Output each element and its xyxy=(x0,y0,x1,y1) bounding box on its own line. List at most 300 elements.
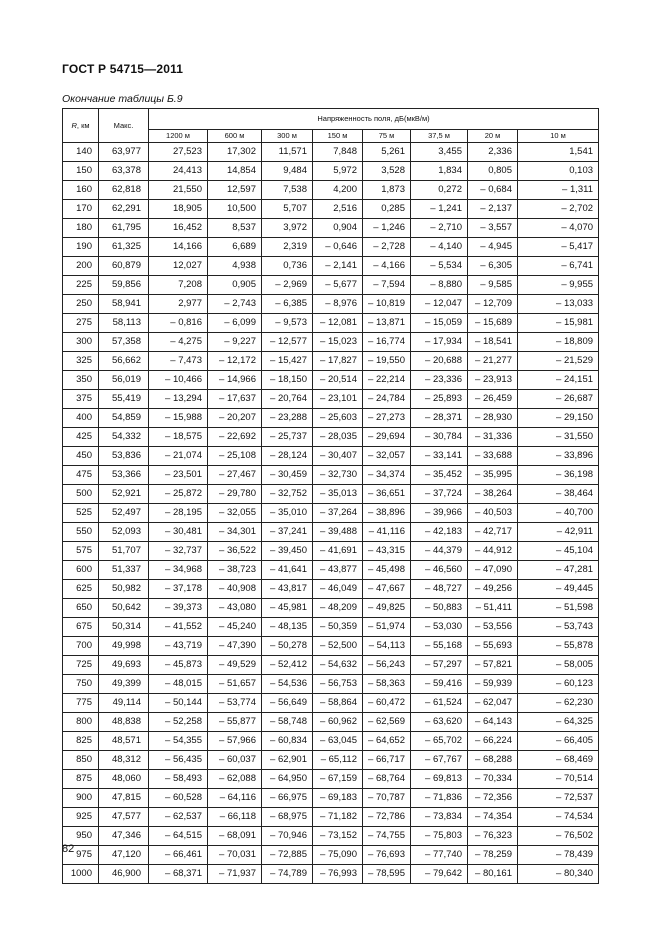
field-strength-cell: – 25,737 xyxy=(262,428,313,447)
max-value-cell: 61,325 xyxy=(99,238,149,257)
field-strength-cell: – 57,821 xyxy=(468,656,518,675)
field-strength-cell: 16,452 xyxy=(149,219,208,238)
field-strength-cell: – 7,473 xyxy=(149,352,208,371)
field-strength-cell: – 20,207 xyxy=(208,409,262,428)
field-strength-cell: – 40,700 xyxy=(518,504,599,523)
field-strength-cell: – 75,803 xyxy=(411,827,468,846)
col-r-unit: , км xyxy=(76,120,90,130)
field-strength-cell: – 51,974 xyxy=(363,618,411,637)
distance-cell: 225 xyxy=(63,276,99,295)
distance-cell: 170 xyxy=(63,200,99,219)
field-strength-cell: – 50,278 xyxy=(262,637,313,656)
field-strength-cell: – 36,522 xyxy=(208,542,262,561)
table-row xyxy=(63,238,599,257)
field-strength-cell: 0,272 xyxy=(411,181,468,200)
table-body xyxy=(63,143,599,884)
col-max-header: Макс. xyxy=(99,109,149,143)
field-strength-cell: – 70,514 xyxy=(518,770,599,789)
field-strength-cell: – 29,780 xyxy=(208,485,262,504)
field-strength-cell: 21,550 xyxy=(149,181,208,200)
field-strength-cell: – 68,288 xyxy=(468,751,518,770)
field-strength-cell: – 38,896 xyxy=(363,504,411,523)
field-strength-cell: 1,834 xyxy=(411,162,468,181)
field-strength-cell: – 48,209 xyxy=(313,599,363,618)
field-strength-cell: – 3,557 xyxy=(468,219,518,238)
table-row xyxy=(63,200,599,219)
field-strength-cell: – 6,099 xyxy=(208,314,262,333)
header-row xyxy=(63,109,599,130)
field-strength-cell: – 57,297 xyxy=(411,656,468,675)
table-row xyxy=(63,827,599,846)
field-strength-cell: – 32,730 xyxy=(313,466,363,485)
field-strength-cell: – 54,355 xyxy=(149,732,208,751)
field-strength-cell: – 2,710 xyxy=(411,219,468,238)
height-column-header: 10 м xyxy=(518,130,599,143)
field-strength-cell: – 66,224 xyxy=(468,732,518,751)
field-strength-cell: – 16,774 xyxy=(363,333,411,352)
field-strength-cell: – 33,141 xyxy=(411,447,468,466)
field-strength-cell: – 51,657 xyxy=(208,675,262,694)
field-strength-cell: – 33,688 xyxy=(468,447,518,466)
field-strength-cell: – 42,183 xyxy=(411,523,468,542)
table-row xyxy=(63,352,599,371)
field-strength-cell: – 28,035 xyxy=(313,428,363,447)
field-strength-cell: – 21,277 xyxy=(468,352,518,371)
field-strength-cell: – 72,786 xyxy=(363,808,411,827)
max-value-cell: 49,114 xyxy=(99,694,149,713)
table-row xyxy=(63,542,599,561)
field-strength-cell: 24,413 xyxy=(149,162,208,181)
max-value-cell: 56,662 xyxy=(99,352,149,371)
field-strength-cell: – 27,273 xyxy=(363,409,411,428)
field-strength-cell: – 2,743 xyxy=(208,295,262,314)
field-strength-cell: – 31,336 xyxy=(468,428,518,447)
field-strength-cell: – 40,908 xyxy=(208,580,262,599)
distance-cell: 300 xyxy=(63,333,99,352)
table-row xyxy=(63,162,599,181)
field-strength-cell: – 2,728 xyxy=(363,238,411,257)
max-value-cell: 54,859 xyxy=(99,409,149,428)
field-strength-cell: – 47,390 xyxy=(208,637,262,656)
field-strength-cell: – 5,534 xyxy=(411,257,468,276)
field-strength-cell: – 66,717 xyxy=(363,751,411,770)
field-strength-cell: – 14,966 xyxy=(208,371,262,390)
field-strength-cell: – 72,356 xyxy=(468,789,518,808)
distance-cell: 975 xyxy=(63,846,99,865)
field-strength-cell: 0,285 xyxy=(363,200,411,219)
page-number: 82 xyxy=(62,843,75,855)
table-row xyxy=(63,675,599,694)
field-strength-cell: – 28,124 xyxy=(262,447,313,466)
max-value-cell: 52,093 xyxy=(99,523,149,542)
table-row xyxy=(63,713,599,732)
max-value-cell: 51,337 xyxy=(99,561,149,580)
field-strength-cell: – 39,373 xyxy=(149,599,208,618)
table-row xyxy=(63,390,599,409)
field-strength-cell: – 50,883 xyxy=(411,599,468,618)
max-value-cell: 61,795 xyxy=(99,219,149,238)
table-row xyxy=(63,637,599,656)
field-strength-cell: 8,537 xyxy=(208,219,262,238)
field-strength-cell: – 42,911 xyxy=(518,523,599,542)
field-strength-cell: – 21,529 xyxy=(518,352,599,371)
distance-cell: 500 xyxy=(63,485,99,504)
field-strength-cell: – 24,784 xyxy=(363,390,411,409)
field-strength-cell: – 49,825 xyxy=(363,599,411,618)
field-strength-cell: – 53,556 xyxy=(468,618,518,637)
max-value-cell: 51,707 xyxy=(99,542,149,561)
field-strength-cell: – 62,088 xyxy=(208,770,262,789)
field-strength-cell: – 34,374 xyxy=(363,466,411,485)
field-strength-cell: 2,516 xyxy=(313,200,363,219)
field-strength-cell: – 78,439 xyxy=(518,846,599,865)
field-strength-cell: – 6,305 xyxy=(468,257,518,276)
field-strength-cell: – 49,529 xyxy=(208,656,262,675)
field-strength-cell: 7,538 xyxy=(262,181,313,200)
distance-cell: 925 xyxy=(63,808,99,827)
distance-cell: 850 xyxy=(63,751,99,770)
field-strength-cell: – 1,241 xyxy=(411,200,468,219)
field-strength-cell: – 30,481 xyxy=(149,523,208,542)
field-strength-cell: 2,319 xyxy=(262,238,313,257)
field-strength-cell: – 33,896 xyxy=(518,447,599,466)
field-strength-cell: – 60,962 xyxy=(313,713,363,732)
field-strength-cell: – 38,264 xyxy=(468,485,518,504)
distance-cell: 700 xyxy=(63,637,99,656)
field-strength-cell: – 71,182 xyxy=(313,808,363,827)
field-strength-cell: – 6,385 xyxy=(262,295,313,314)
distance-cell: 375 xyxy=(63,390,99,409)
field-strength-cell: – 38,464 xyxy=(518,485,599,504)
max-value-cell: 53,366 xyxy=(99,466,149,485)
field-strength-cell: – 45,104 xyxy=(518,542,599,561)
field-strength-cell: – 39,488 xyxy=(313,523,363,542)
field-strength-cell: – 56,243 xyxy=(363,656,411,675)
table-row xyxy=(63,371,599,390)
field-strength-cell: – 54,536 xyxy=(262,675,313,694)
max-value-cell: 48,312 xyxy=(99,751,149,770)
field-strength-cell: – 68,469 xyxy=(518,751,599,770)
field-strength-cell: – 6,741 xyxy=(518,257,599,276)
field-strength-cell: – 60,123 xyxy=(518,675,599,694)
field-strength-cell: – 68,091 xyxy=(208,827,262,846)
distance-cell: 825 xyxy=(63,732,99,751)
field-strength-cell: – 30,407 xyxy=(313,447,363,466)
field-strength-cell: – 41,641 xyxy=(262,561,313,580)
field-strength-cell: – 25,872 xyxy=(149,485,208,504)
field-strength-cell: – 15,988 xyxy=(149,409,208,428)
field-strength-cell: – 19,550 xyxy=(363,352,411,371)
field-strength-cell: – 5,417 xyxy=(518,238,599,257)
field-strength-cell: – 15,689 xyxy=(468,314,518,333)
max-value-cell: 52,921 xyxy=(99,485,149,504)
field-strength-cell: – 43,080 xyxy=(208,599,262,618)
field-strength-cell: – 53,030 xyxy=(411,618,468,637)
field-strength-cell: 9,484 xyxy=(262,162,313,181)
max-value-cell: 58,113 xyxy=(99,314,149,333)
field-strength-cell: – 43,719 xyxy=(149,637,208,656)
field-strength-cell: – 76,693 xyxy=(363,846,411,865)
field-strength-cell: 12,027 xyxy=(149,257,208,276)
field-strength-cell: – 8,976 xyxy=(313,295,363,314)
document-code: ГОСТ Р 54715—2011 xyxy=(62,62,184,76)
field-strength-cell: – 68,371 xyxy=(149,865,208,884)
field-strength-cell: – 18,809 xyxy=(518,333,599,352)
distance-cell: 800 xyxy=(63,713,99,732)
height-column-header: 75 м xyxy=(363,130,411,143)
field-strength-cell: – 23,288 xyxy=(262,409,313,428)
table-row xyxy=(63,732,599,751)
table-row xyxy=(63,333,599,352)
field-strength-cell: – 9,573 xyxy=(262,314,313,333)
field-strength-cell: – 1,246 xyxy=(363,219,411,238)
field-strength-cell: – 8,880 xyxy=(411,276,468,295)
field-strength-cell: – 13,294 xyxy=(149,390,208,409)
field-strength-cell: – 73,834 xyxy=(411,808,468,827)
field-strength-cell: – 53,774 xyxy=(208,694,262,713)
max-value-cell: 55,419 xyxy=(99,390,149,409)
distance-cell: 525 xyxy=(63,504,99,523)
distance-cell: 875 xyxy=(63,770,99,789)
field-strength-cell: – 71,937 xyxy=(208,865,262,884)
field-strength-cell: – 20,514 xyxy=(313,371,363,390)
field-strength-cell: – 80,340 xyxy=(518,865,599,884)
field-strength-cell: 0,805 xyxy=(468,162,518,181)
field-strength-cell: – 64,950 xyxy=(262,770,313,789)
max-value-cell: 57,358 xyxy=(99,333,149,352)
field-strength-cell: – 67,767 xyxy=(411,751,468,770)
field-strength-cell: – 22,214 xyxy=(363,371,411,390)
distance-cell: 275 xyxy=(63,314,99,333)
field-strength-cell: – 35,013 xyxy=(313,485,363,504)
table-row xyxy=(63,485,599,504)
max-value-cell: 59,856 xyxy=(99,276,149,295)
field-strength-cell: – 32,752 xyxy=(262,485,313,504)
field-strength-cell: – 49,445 xyxy=(518,580,599,599)
field-strength-cell: – 41,691 xyxy=(313,542,363,561)
height-column-header: 150 м xyxy=(313,130,363,143)
table-row xyxy=(63,295,599,314)
table-row xyxy=(63,504,599,523)
distance-cell: 625 xyxy=(63,580,99,599)
field-strength-cell: – 10,819 xyxy=(363,295,411,314)
field-strength-cell: – 15,427 xyxy=(262,352,313,371)
field-strength-cell: – 74,354 xyxy=(468,808,518,827)
field-strength-cell: 0,103 xyxy=(518,162,599,181)
field-strength-cell: – 74,755 xyxy=(363,827,411,846)
field-strength-cell: – 70,946 xyxy=(262,827,313,846)
field-strength-cell: – 47,090 xyxy=(468,561,518,580)
field-strength-cell: – 18,150 xyxy=(262,371,313,390)
table-row xyxy=(63,143,599,162)
table-row xyxy=(63,580,599,599)
field-strength-cell: – 21,074 xyxy=(149,447,208,466)
field-strength-cell: – 30,459 xyxy=(262,466,313,485)
field-strength-cell: – 62,047 xyxy=(468,694,518,713)
field-strength-cell: 10,500 xyxy=(208,200,262,219)
field-strength-cell: – 45,873 xyxy=(149,656,208,675)
field-strength-cell: – 9,955 xyxy=(518,276,599,295)
field-strength-cell: – 17,637 xyxy=(208,390,262,409)
field-strength-cell: – 49,256 xyxy=(468,580,518,599)
field-strength-cell: – 47,281 xyxy=(518,561,599,580)
field-strength-cell: – 0,684 xyxy=(468,181,518,200)
field-strength-cell: – 61,524 xyxy=(411,694,468,713)
field-strength-cell: – 41,116 xyxy=(363,523,411,542)
distance-cell: 325 xyxy=(63,352,99,371)
distance-cell: 775 xyxy=(63,694,99,713)
field-strength-cell: – 66,405 xyxy=(518,732,599,751)
field-strength-cell: – 23,336 xyxy=(411,371,468,390)
max-value-cell: 48,571 xyxy=(99,732,149,751)
field-strength-cell: – 45,498 xyxy=(363,561,411,580)
field-strength-cell: – 15,059 xyxy=(411,314,468,333)
field-strength-cell: – 48,135 xyxy=(262,618,313,637)
distance-cell: 575 xyxy=(63,542,99,561)
distance-cell: 400 xyxy=(63,409,99,428)
field-strength-cell: 0,736 xyxy=(262,257,313,276)
table-caption: Окончание таблицы Б.9 xyxy=(62,93,183,105)
field-strength-cell: 17,302 xyxy=(208,143,262,162)
field-strength-cell: 5,261 xyxy=(363,143,411,162)
field-strength-cell: – 35,010 xyxy=(262,504,313,523)
field-strength-cell: – 62,569 xyxy=(363,713,411,732)
field-strength-cell: – 23,501 xyxy=(149,466,208,485)
distance-cell: 160 xyxy=(63,181,99,200)
field-strength-cell: – 55,693 xyxy=(468,637,518,656)
field-strength-cell: – 78,259 xyxy=(468,846,518,865)
field-strength-cell: – 12,047 xyxy=(411,295,468,314)
field-strength-cell: – 12,577 xyxy=(262,333,313,352)
field-strength-cell: – 56,649 xyxy=(262,694,313,713)
field-strength-cell: – 65,702 xyxy=(411,732,468,751)
field-strength-cell: – 35,452 xyxy=(411,466,468,485)
distance-cell: 650 xyxy=(63,599,99,618)
table-row xyxy=(63,219,599,238)
max-value-cell: 49,399 xyxy=(99,675,149,694)
field-strength-cell: – 2,969 xyxy=(262,276,313,295)
field-strength-cell: – 64,325 xyxy=(518,713,599,732)
field-strength-cell: – 31,550 xyxy=(518,428,599,447)
field-strength-cell: 14,854 xyxy=(208,162,262,181)
field-strength-cell: – 56,753 xyxy=(313,675,363,694)
height-column-header: 20 м xyxy=(468,130,518,143)
table-row xyxy=(63,276,599,295)
group-header: Напряженность поля, дБ(мкВ/м) xyxy=(149,109,599,130)
field-strength-cell: – 44,912 xyxy=(468,542,518,561)
field-strength-cell: 0,904 xyxy=(313,219,363,238)
field-strength-cell: – 62,901 xyxy=(262,751,313,770)
field-strength-cell: – 66,975 xyxy=(262,789,313,808)
field-strength-cell: – 34,301 xyxy=(208,523,262,542)
field-strength-table xyxy=(62,108,599,884)
field-strength-cell: – 63,620 xyxy=(411,713,468,732)
table-row xyxy=(63,618,599,637)
table-row xyxy=(63,409,599,428)
field-strength-cell: – 47,667 xyxy=(363,580,411,599)
field-strength-cell: – 54,632 xyxy=(313,656,363,675)
field-strength-cell: – 77,740 xyxy=(411,846,468,865)
field-strength-cell: – 29,150 xyxy=(518,409,599,428)
field-strength-cell: – 4,945 xyxy=(468,238,518,257)
field-strength-cell: – 37,264 xyxy=(313,504,363,523)
field-strength-cell: – 63,045 xyxy=(313,732,363,751)
distance-cell: 1000 xyxy=(63,865,99,884)
max-value-cell: 50,642 xyxy=(99,599,149,618)
table-row xyxy=(63,447,599,466)
field-strength-cell: – 60,528 xyxy=(149,789,208,808)
field-strength-cell: – 62,230 xyxy=(518,694,599,713)
field-strength-cell: 1,873 xyxy=(363,181,411,200)
field-strength-cell: 18,905 xyxy=(149,200,208,219)
field-strength-cell: – 23,101 xyxy=(313,390,363,409)
max-value-cell: 48,838 xyxy=(99,713,149,732)
field-strength-cell: – 76,993 xyxy=(313,865,363,884)
field-strength-cell: – 44,379 xyxy=(411,542,468,561)
field-strength-cell: – 32,737 xyxy=(149,542,208,561)
field-strength-cell: – 0,816 xyxy=(149,314,208,333)
max-value-cell: 58,941 xyxy=(99,295,149,314)
field-strength-cell: 27,523 xyxy=(149,143,208,162)
field-strength-cell: – 67,159 xyxy=(313,770,363,789)
field-strength-cell: 3,528 xyxy=(363,162,411,181)
field-strength-cell: – 4,166 xyxy=(363,257,411,276)
field-strength-cell: – 55,878 xyxy=(518,637,599,656)
field-strength-cell: 3,972 xyxy=(262,219,313,238)
field-strength-cell: – 52,258 xyxy=(149,713,208,732)
field-strength-cell: – 25,603 xyxy=(313,409,363,428)
field-strength-cell: – 43,877 xyxy=(313,561,363,580)
field-strength-cell: – 55,168 xyxy=(411,637,468,656)
field-strength-cell: – 53,743 xyxy=(518,618,599,637)
max-value-cell: 47,120 xyxy=(99,846,149,865)
table-row xyxy=(63,789,599,808)
field-strength-cell: – 52,500 xyxy=(313,637,363,656)
field-strength-cell: – 23,913 xyxy=(468,371,518,390)
height-column-header: 37,5 м xyxy=(411,130,468,143)
field-strength-cell: – 79,642 xyxy=(411,865,468,884)
field-strength-cell: – 34,968 xyxy=(149,561,208,580)
field-strength-cell: – 60,472 xyxy=(363,694,411,713)
field-strength-cell: – 28,195 xyxy=(149,504,208,523)
distance-cell: 425 xyxy=(63,428,99,447)
field-strength-cell: – 48,015 xyxy=(149,675,208,694)
field-strength-cell: – 4,140 xyxy=(411,238,468,257)
field-strength-cell: – 26,459 xyxy=(468,390,518,409)
max-value-cell: 46,900 xyxy=(99,865,149,884)
max-value-cell: 50,314 xyxy=(99,618,149,637)
field-strength-cell: – 18,541 xyxy=(468,333,518,352)
field-strength-cell: – 32,057 xyxy=(363,447,411,466)
field-strength-cell: – 15,981 xyxy=(518,314,599,333)
field-strength-cell: – 78,595 xyxy=(363,865,411,884)
field-strength-cell: – 10,466 xyxy=(149,371,208,390)
field-strength-cell: – 56,435 xyxy=(149,751,208,770)
table-row xyxy=(63,808,599,827)
distance-cell: 350 xyxy=(63,371,99,390)
field-strength-cell: 11,571 xyxy=(262,143,313,162)
field-strength-cell: – 64,143 xyxy=(468,713,518,732)
field-strength-cell: – 4,275 xyxy=(149,333,208,352)
field-strength-cell: 0,905 xyxy=(208,276,262,295)
max-value-cell: 63,977 xyxy=(99,143,149,162)
field-strength-cell: – 60,037 xyxy=(208,751,262,770)
max-value-cell: 63,378 xyxy=(99,162,149,181)
field-strength-cell: – 15,023 xyxy=(313,333,363,352)
field-strength-cell: – 17,827 xyxy=(313,352,363,371)
distance-cell: 150 xyxy=(63,162,99,181)
field-strength-cell: – 68,764 xyxy=(363,770,411,789)
